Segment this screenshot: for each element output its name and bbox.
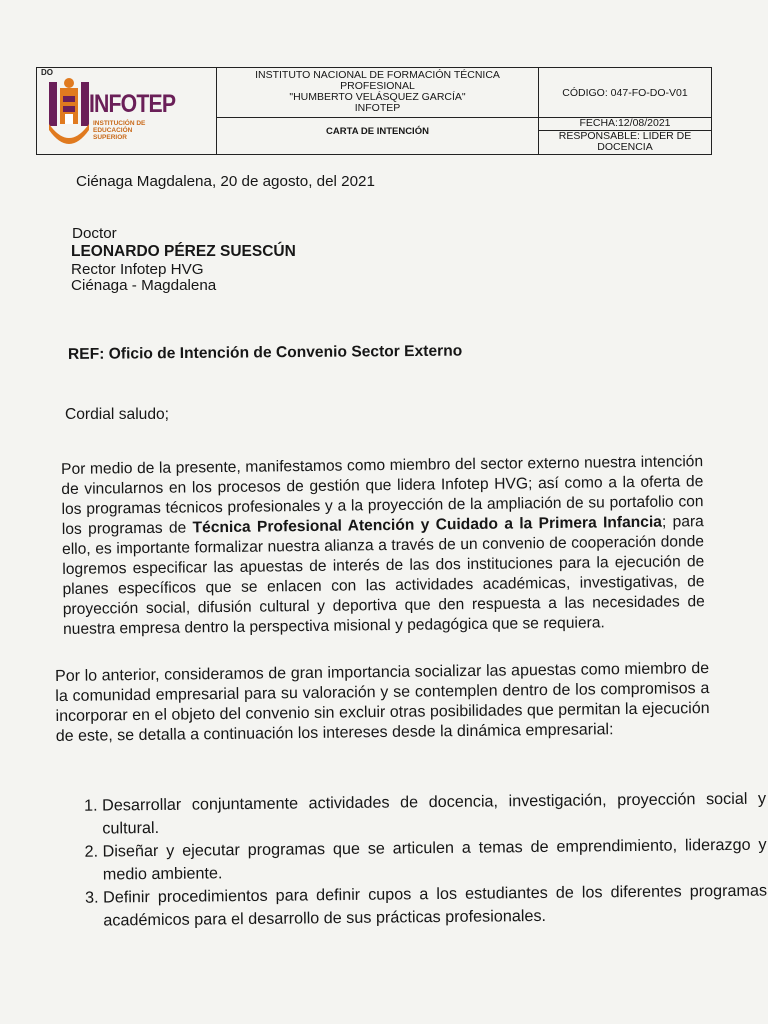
logo-corner-text: DO	[41, 68, 53, 77]
responsible-line: RESPONSABLE: LIDER DE	[558, 130, 692, 142]
document-header-table	[36, 67, 712, 155]
paragraph-intention	[61, 452, 705, 640]
logo-subtitle-line: SUPERIOR	[93, 134, 127, 141]
institution-line: INFOTEP	[354, 102, 401, 114]
document-code: CÓDIGO: 047-FO-DO-V01	[539, 68, 711, 118]
place-date: Ciénaga Magdalena, 20 de agosto, del 2021	[76, 173, 375, 190]
document-date: FECHA:12/08/2021	[539, 118, 711, 131]
responsible-line: DOCENCIA	[597, 141, 653, 153]
document-meta-cell	[539, 118, 711, 154]
logo-subtitle	[93, 120, 145, 141]
infotep-logo-icon	[47, 74, 91, 148]
document-title: CARTA DE INTENCIÓN	[217, 118, 539, 154]
paragraph-intention-text: Por medio de la presente, manifestamos como miembro del sector externo nuestra intención de vincularnos en los procesos de gestión que lidera Infotep HVG; así como a la oferta de los programas técnicos profesionales y a la proyección de la ampliación de su portafolio con los programas de	[61, 453, 704, 538]
program-name: Técnica Profesional Atención y Cuidado a la Primera Infancia	[192, 513, 663, 537]
list-item: 1. Desarrollar conjuntamente actividades de docencia, investigación, proyección social y cultural.	[102, 788, 766, 841]
recipient-title: Doctor	[72, 225, 117, 242]
institution-name-cell	[217, 68, 539, 118]
logo-subtitle-line: INSTITUCIÓN DE	[93, 120, 146, 127]
institution-line: "HUMBERTO VELÁSQUEZ GARCÍA"	[289, 91, 466, 103]
logo-subtitle-line: EDUCACIÓN	[93, 127, 133, 134]
list-item: 3. Definir procedimientos para definir cupos a los estudiantes de los diferentes programas académicos para el desarrollo de sus prácticas profesionales.	[103, 880, 767, 933]
paragraph-intention-text-cont: ; para ello, es importante formalizar nuestra alianza a través de un convenio de cooperación donde logremos especificar las apuestas de interés de las dos instituciones para la ejecución de planes específicos que se enlacen con las actividades académicas, investigativas, de proyección social, difusión cultural y deportiva que den respuesta a las necesidades de nuestra empresa dentro la perspectiva misional y pedagógica que se requiera.	[61, 513, 705, 638]
interests-list	[58, 788, 767, 933]
institution-line: PROFESIONAL	[340, 80, 415, 92]
greeting: Cordial saludo;	[65, 406, 170, 423]
institution-line: INSTITUTO NACIONAL DE FORMACIÓN TÉCNICA	[255, 69, 500, 81]
paragraph-interests: Por lo anterior, consideramos de gran importancia socializar las apuestas como miembro de la comunidad empresarial para su valoración y se contemplen dentro de los compromisos a incorporar en el objeto del convenio sin excluir otras posibilidades que permitan la ejecución de este, se detalla a continuación los intereses desde la dinámica empresarial:	[55, 660, 710, 745]
logo-cell	[37, 68, 217, 154]
list-item: 2. Diseñar y ejecutar programas que se articulen a temas de emprendimiento, liderazgo y medio ambiente.	[102, 834, 766, 887]
logo-wordmark: INFOTEP	[89, 90, 176, 118]
reference-line: REF: Oficio de Intención de Convenio Sector Externo	[67, 342, 463, 363]
recipient-name: LEONARDO PÉREZ SUESCÚN	[71, 243, 296, 260]
recipient-role: Rector Infotep HVG	[71, 261, 204, 278]
recipient-city: Ciénaga - Magdalena	[71, 277, 217, 294]
